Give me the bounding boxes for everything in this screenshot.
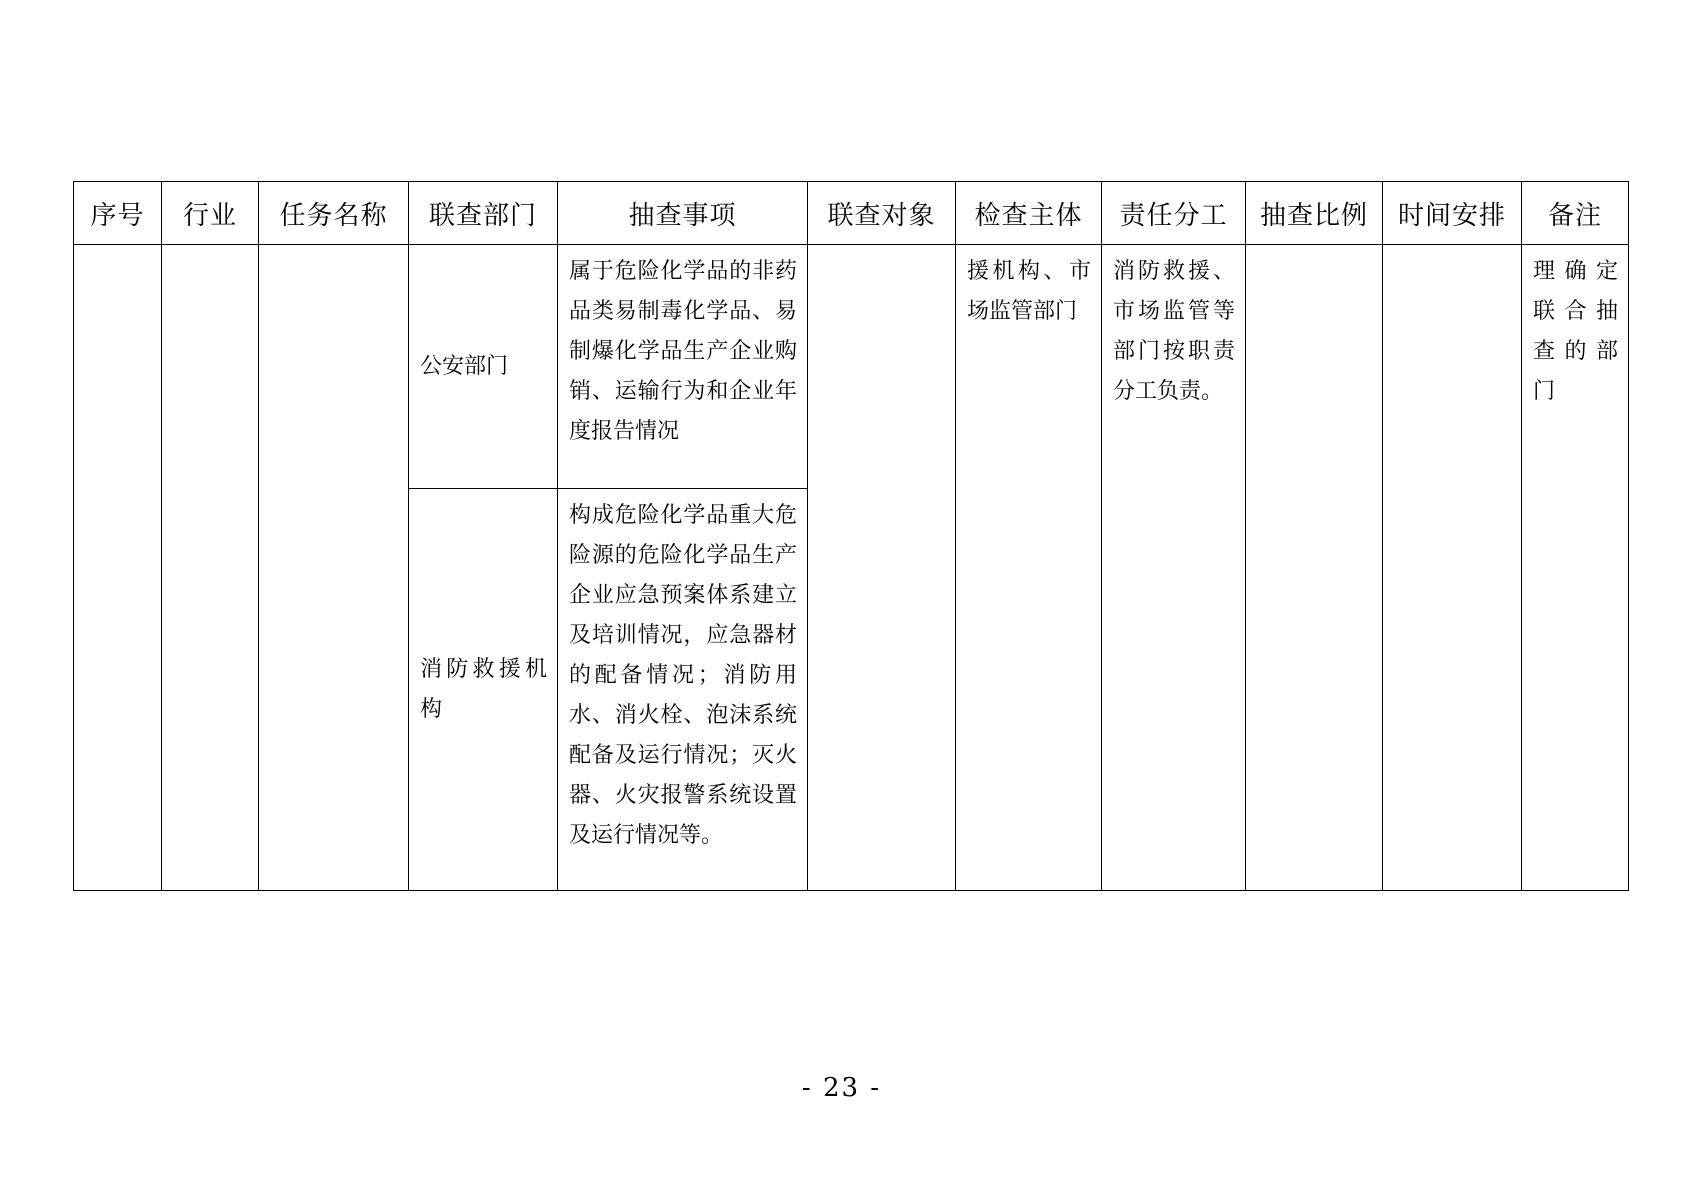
header-joint-department: 联查部门	[409, 182, 558, 245]
table-header-row	[74, 182, 1629, 245]
header-remarks: 备注	[1522, 182, 1629, 245]
sampling-ratio-cell	[1246, 245, 1383, 891]
schedule-cell	[1383, 245, 1522, 891]
industry-cell	[162, 245, 259, 891]
inspection-items-cell: 构成危险化学品重大危险源的危险化学品生产企业应急预案体系建立及培训情况，应急器材的配备情况；消防用水、消火栓、泡沫系统配备及运行情况；灭火器、火灾报警系统设置及运行情况等。	[558, 489, 808, 891]
header-inspection-target: 联查对象	[808, 182, 956, 245]
page-number: - 23 -	[801, 1073, 882, 1103]
header-inspection-body: 检查主体	[956, 182, 1102, 245]
header-industry: 行业	[162, 182, 259, 245]
serial-number-cell	[74, 245, 162, 891]
responsibility-cell: 消防救援、市场监管等部门按职责分工负责。	[1102, 245, 1246, 891]
header-sampling-ratio: 抽查比例	[1246, 182, 1383, 245]
header-task-name: 任务名称	[259, 182, 409, 245]
task-name-cell	[259, 245, 409, 891]
joint-department-cell: 消防救援机构	[409, 489, 558, 891]
header-responsibility: 责任分工	[1102, 182, 1246, 245]
remarks-cell: 理确定联合抽查的部门	[1522, 245, 1629, 891]
header-inspection-items: 抽查事项	[558, 182, 808, 245]
header-serial-number: 序号	[74, 182, 162, 245]
inspection-target-cell	[808, 245, 956, 891]
inspection-task-table	[73, 181, 1629, 891]
table-row	[74, 245, 1629, 489]
inspection-items-cell: 属于危险化学品的非药品类易制毒化学品、易制爆化学品生产企业购销、运输行为和企业年度报告情况	[558, 245, 808, 489]
joint-department-cell: 公安部门	[409, 245, 558, 489]
inspection-body-cell: 援机构、市场监管部门	[956, 245, 1102, 891]
header-schedule: 时间安排	[1383, 182, 1522, 245]
